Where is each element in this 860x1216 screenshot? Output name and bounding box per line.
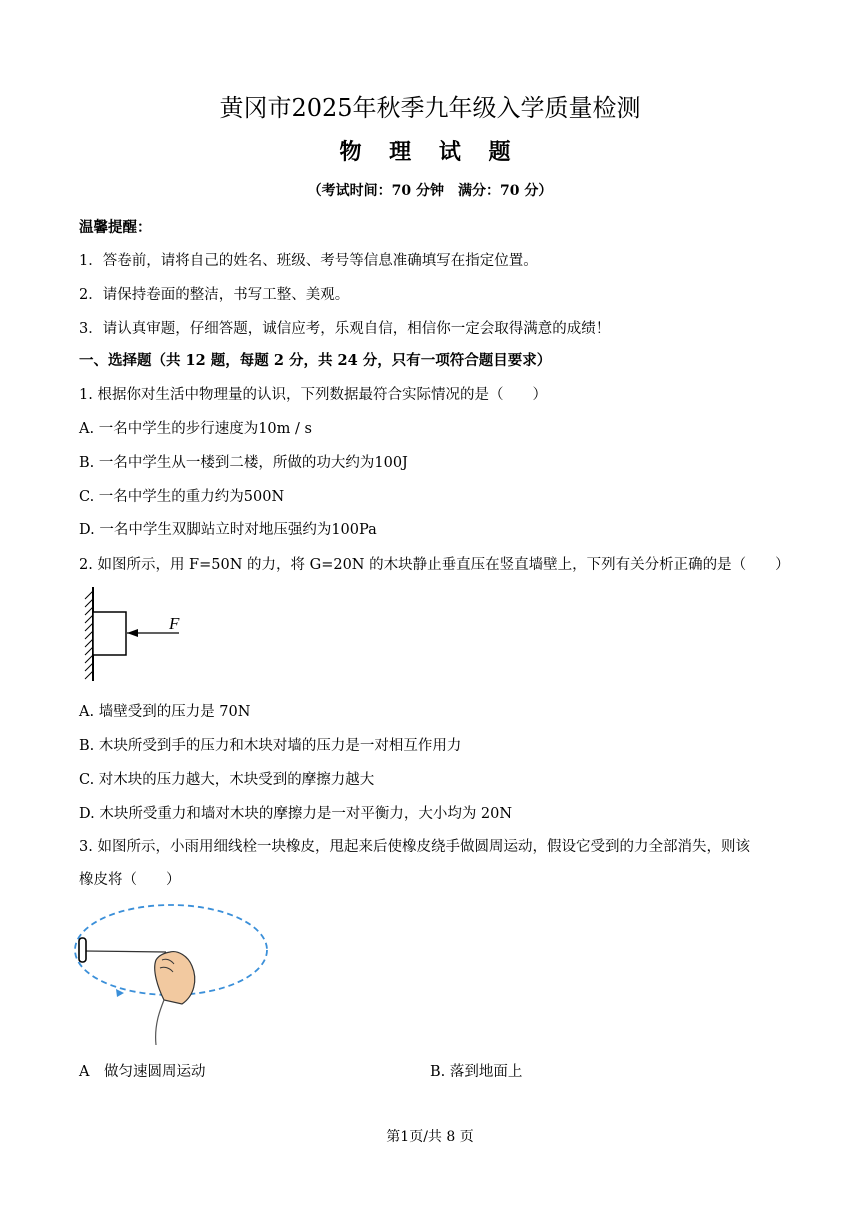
question-1-option-a: A. 一名中学生的步行速度为10m / s (79, 421, 312, 437)
question-3-option-b: B. 落到地面上 (430, 1064, 523, 1080)
circular-motion-figure (74, 900, 274, 1050)
question-2-option-d: D. 木块所受重力和墙对木块的摩擦力是一对平衡力，大小均为 20N (79, 806, 513, 822)
page-footer: 第1页/共 8 页 (386, 1129, 474, 1145)
question-1-option-b: B. 一名中学生从一楼到二楼，所做的功大约为100J (79, 455, 408, 471)
notice-item: 3．请认真审题，仔细答题，诚信应考，乐观自信，相信你一定会取得满意的成绩！ (79, 321, 611, 337)
exam-title: 黄冈市2025年秋季九年级入学质量检测 (219, 94, 641, 122)
question-1-option-d: D. 一名中学生双脚站立时对地压强约为100Pa (79, 522, 377, 538)
arrow-icon (127, 629, 138, 637)
block (93, 612, 126, 655)
hand-icon (155, 952, 195, 1004)
question-2-option-a: A. 墙壁受到的压力是 70N (79, 704, 251, 720)
question-3-stem-cont: 橡皮将（ ） (79, 872, 181, 888)
notice-item: 1．答卷前，请将自己的姓名、班级、考号等信息准确填写在指定位置。 (79, 253, 538, 269)
question-2-option-b: B. 木块所受到手的压力和木块对墙的压力是一对相互作用力 (79, 738, 462, 754)
string (85, 951, 166, 952)
eraser (79, 938, 86, 962)
section-heading: 一、选择题（共 12 题，每题 2 分，共 24 分，只有一项符合题目要求） (79, 352, 552, 369)
exam-info: （考试时间：70 分钟 满分：70 分） (307, 183, 553, 199)
direction-arrow-icon (116, 989, 124, 997)
notice-item: 2．请保持卷面的整洁，书写工整、美观。 (79, 287, 350, 303)
question-3-option-a: A 做匀速圆周运动 (79, 1064, 206, 1080)
notice-heading: 温馨提醒： (79, 219, 152, 236)
subject-title: 物 理 试 题 (339, 139, 521, 165)
question-1-option-c: C. 一名中学生的重力约为500N (79, 489, 285, 505)
question-2-stem: 2. 如图所示，用 F=50N 的力，将 G=20N 的木块静止垂直压在竖直墙壁上，下列有关分析正确的是（ ） (79, 557, 790, 573)
force-label: F (169, 614, 180, 633)
question-3-stem: 3. 如图所示，小雨用细线栓一块橡皮，甩起来后使橡皮绕手做圆周运动，假设它受到的力全部消失，则该 (79, 839, 750, 855)
question-2-option-c: C. 对木块的压力越大，木块受到的摩擦力越大 (79, 772, 375, 788)
wall-block-figure (76, 585, 196, 685)
question-1-stem: 1. 根据你对生活中物理量的认识，下列数据最符合实际情况的是（ ） (79, 387, 547, 403)
